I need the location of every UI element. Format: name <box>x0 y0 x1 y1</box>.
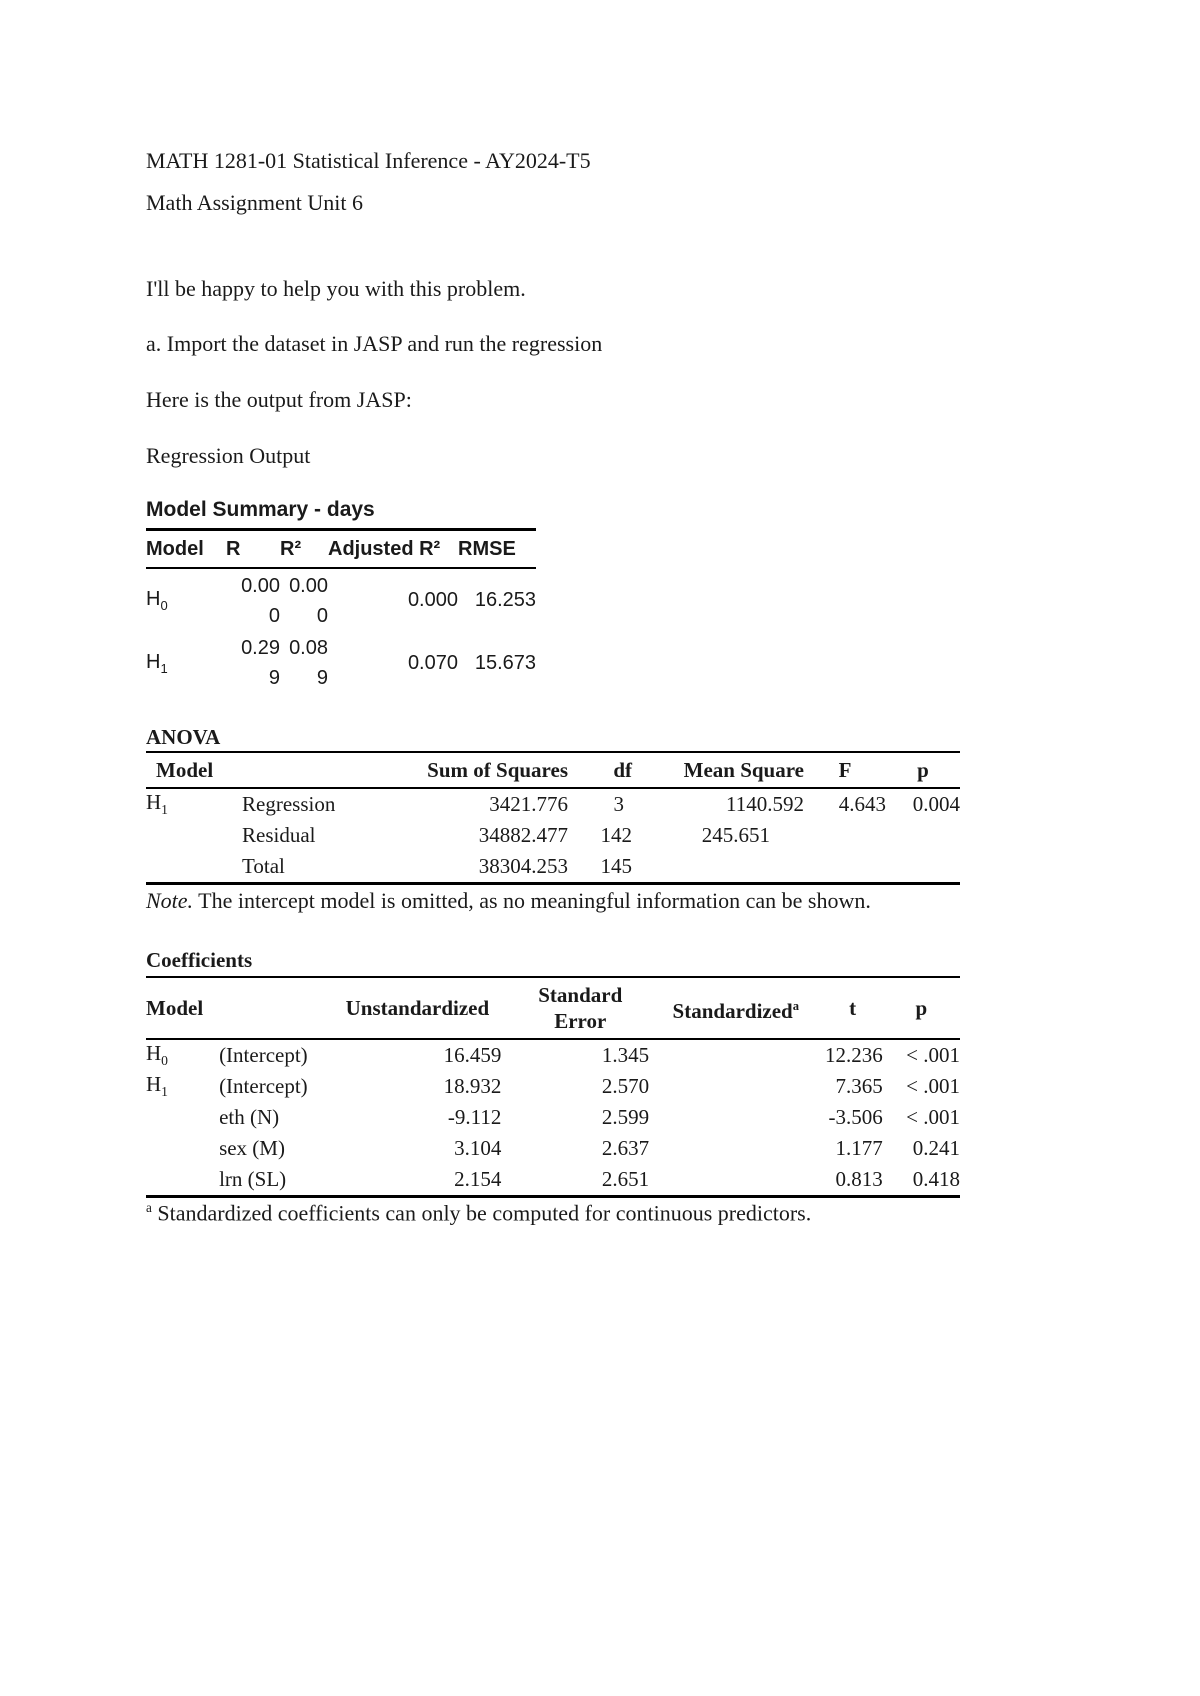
se-cell: 2.637 <box>601 1136 650 1160</box>
col-header-r: R <box>226 530 280 569</box>
col-header-standardized: Standardized$^a$ <box>649 977 822 1039</box>
f-cell: 4.643 <box>838 792 886 816</box>
table-row <box>146 788 960 820</box>
table-row <box>146 1133 960 1164</box>
col-header-r2: R² <box>280 530 328 569</box>
std-cell <box>649 1071 822 1102</box>
ms-cell: 245.651 <box>701 823 770 847</box>
p-cell <box>886 851 960 884</box>
f-cell <box>804 851 886 884</box>
t-cell: 1.177 <box>835 1136 883 1160</box>
term-cell: Total <box>242 851 382 884</box>
unstd-cell: 2.154 <box>323 1164 511 1197</box>
r2-cell: 0.00 0 <box>289 574 328 627</box>
t-cell: -3.506 <box>828 1105 883 1129</box>
model-cell: $H_1$ <box>146 650 168 676</box>
r2-cell: 0.08 9 <box>289 637 328 689</box>
model-cell: $H_0$ <box>146 1041 168 1069</box>
std-cell <box>649 1133 822 1164</box>
table-row <box>146 1039 960 1071</box>
unstd-cell: 18.932 <box>443 1074 502 1098</box>
model-summary-title: Model Summary - days <box>146 498 375 521</box>
p-cell: 0.004 <box>912 792 960 816</box>
p-cell: 0.241 <box>912 1136 960 1160</box>
term-cell: (Intercept) <box>219 1043 308 1067</box>
term-cell: Residual <box>242 823 316 847</box>
f-cell <box>804 820 886 851</box>
table-row <box>146 820 960 851</box>
footnote-text: Standardized coefficients can only be computed for continuous predictors. <box>151 1200 812 1226</box>
col-header-f: F <box>804 752 886 788</box>
df-cell: 145 <box>568 851 632 884</box>
rmse-cell: 16.253 <box>474 589 536 611</box>
term-cell: eth (N) <box>219 1105 280 1129</box>
table-row <box>146 632 536 694</box>
table-row <box>146 1164 960 1197</box>
model-summary-table <box>146 528 536 694</box>
col-header-standard-error: Standard Error <box>511 977 649 1039</box>
table-row <box>146 1102 960 1133</box>
col-header-p: p <box>883 977 960 1039</box>
r-cell: 0.00 0 <box>241 574 280 627</box>
ms-cell <box>632 851 804 884</box>
term-cell: Regression <box>242 792 336 816</box>
col-header-model: Model <box>146 530 226 569</box>
anova-note <box>146 888 871 914</box>
col-header-t: t <box>822 977 882 1039</box>
df-cell: 142 <box>600 823 632 847</box>
col-header-adj-r2: Adjusted R² <box>328 530 458 569</box>
part-a-text: a. Import the dataset in JASP and run the regression <box>146 331 603 356</box>
model-cell: $H_1$ <box>146 790 168 818</box>
unstd-cell: 3.104 <box>454 1136 502 1160</box>
p-cell: 0.418 <box>883 1164 960 1197</box>
table-row <box>146 568 536 632</box>
table-row <box>146 1071 960 1102</box>
assignment-title: Math Assignment Unit 6 <box>146 190 363 215</box>
se-cell: 1.345 <box>601 1043 650 1067</box>
adj-r2-cell: 0.070 <box>407 651 458 674</box>
note-label: Note. <box>146 888 194 913</box>
model-cell <box>146 1102 219 1133</box>
term-cell: sex (M) <box>219 1136 285 1160</box>
p-cell: < .001 <box>906 1074 960 1098</box>
se-cell: 2.599 <box>601 1105 650 1129</box>
coefficients-footnote <box>146 1200 811 1226</box>
output-intro-text: Here is the output from JASP: <box>146 387 412 412</box>
col-header-unstandardized: Unstandardized <box>323 977 511 1039</box>
std-cell <box>649 1164 822 1197</box>
anova-table <box>146 751 960 885</box>
se-cell: 2.570 <box>601 1074 650 1098</box>
p-cell <box>886 820 960 851</box>
footnote-marker: a <box>146 1200 152 1215</box>
col-header-model: Model <box>146 977 219 1039</box>
table-header-row <box>146 530 536 569</box>
table-header-row <box>146 752 960 788</box>
ss-cell: 34882.477 <box>478 823 568 847</box>
table-row <box>146 851 960 884</box>
t-cell: 12.236 <box>824 1043 883 1067</box>
coefficients-title: Coefficients <box>146 948 253 972</box>
model-cell: $H_1$ <box>146 1072 168 1100</box>
unstd-cell: -9.112 <box>447 1105 502 1129</box>
ss-cell: 3421.776 <box>489 792 568 816</box>
col-header-p: p <box>886 752 960 788</box>
adj-r2-cell: 0.000 <box>407 589 458 611</box>
course-title: MATH 1281-01 Statistical Inference - AY2024-T5 <box>146 148 591 173</box>
p-cell: < .001 <box>906 1043 960 1067</box>
section-title: Regression Output <box>146 443 311 468</box>
model-cell <box>146 820 242 851</box>
ss-cell: 38304.253 <box>382 851 568 884</box>
r-cell: 0.29 9 <box>241 637 280 689</box>
table-header-row <box>146 977 960 1039</box>
t-cell: 0.813 <box>822 1164 882 1197</box>
model-cell <box>146 851 242 884</box>
std-cell <box>649 1102 822 1133</box>
term-cell: lrn (SL) <box>219 1164 323 1197</box>
t-cell: 7.365 <box>835 1074 883 1098</box>
col-header-df: df <box>568 752 632 788</box>
se-cell: 2.651 <box>511 1164 649 1197</box>
term-cell: (Intercept) <box>219 1074 308 1098</box>
model-cell <box>146 1164 219 1197</box>
model-cell <box>146 1133 219 1164</box>
col-header-model: Model <box>146 752 242 788</box>
col-header-rmse: RMSE <box>458 530 536 569</box>
model-cell: $H_0$ <box>146 588 168 613</box>
std-cell <box>649 1039 822 1071</box>
anova-title: ANOVA <box>146 725 221 749</box>
col-header-mean-square: Mean Square <box>632 752 804 788</box>
note-text: The intercept model is omitted, as no meaningful information can be shown. <box>193 888 871 913</box>
p-cell: < .001 <box>906 1105 960 1129</box>
df-cell: 3 <box>613 792 624 816</box>
intro-text: I'll be happy to help you with this problem. <box>146 276 526 301</box>
rmse-cell: 15.673 <box>474 651 536 674</box>
ms-cell: 1140.592 <box>726 792 804 816</box>
unstd-cell: 16.459 <box>443 1043 502 1067</box>
coefficients-table <box>146 976 960 1198</box>
col-header-sum-of-squares: Sum of Squares <box>382 752 568 788</box>
